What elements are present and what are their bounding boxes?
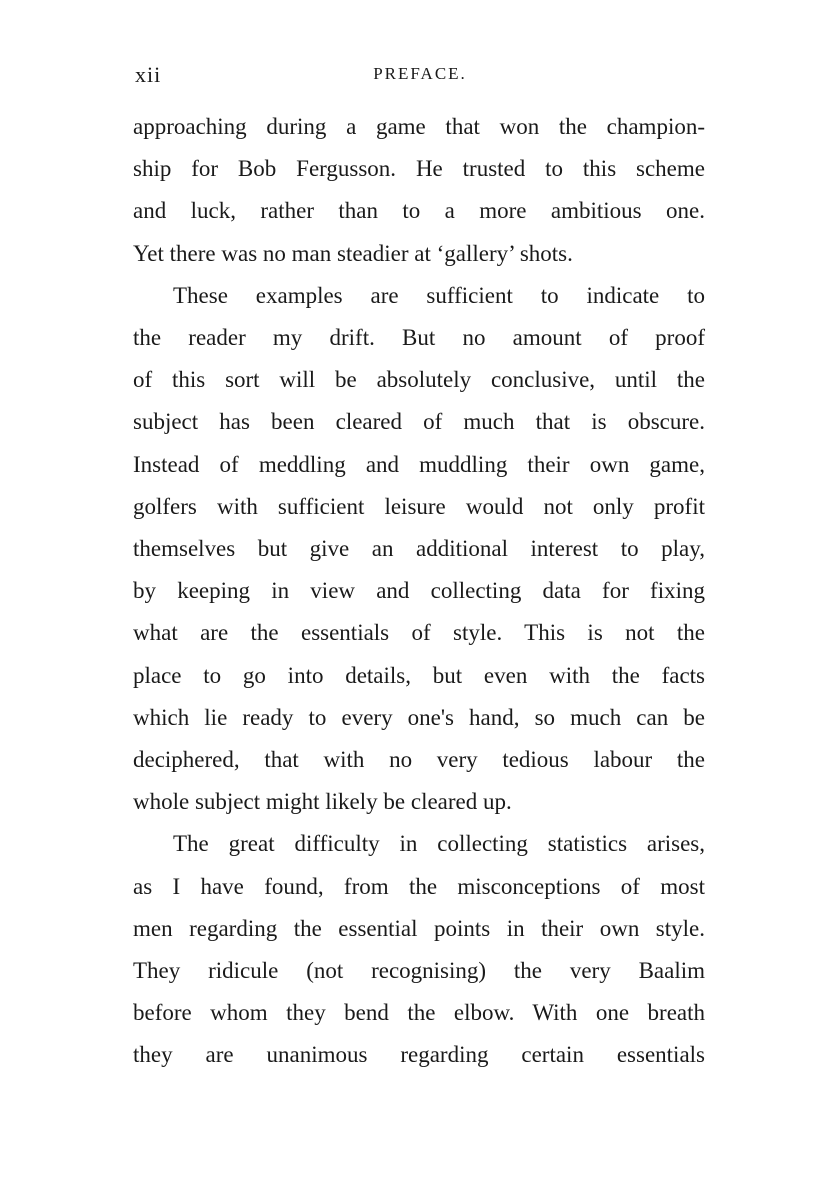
paragraph-3 (133, 823, 705, 1076)
text-line: golfers with sufficient leisure would not only profit (133, 493, 705, 519)
page-header (135, 62, 705, 92)
text-line: by keeping in view and collecting data for fixing (133, 578, 705, 604)
text-line: The great difficulty in collecting statistics arises, (173, 831, 705, 857)
text-line: of this sort will be absolutely conclusive, until the (133, 367, 705, 393)
text-line: which lie ready to every one's hand, so much can be (133, 704, 705, 730)
text-line: as I have found, from the misconceptions of most (133, 873, 705, 899)
text-line: Instead of meddling and muddling their own game, (133, 451, 705, 477)
text-line: These examples are sufficient to indicate to (173, 282, 705, 308)
body-text (133, 106, 705, 1077)
text-line: They ridicule (not recognising) the very Baalim (133, 958, 705, 984)
text-line: they are unanimous regarding certain essentials (133, 1042, 705, 1068)
page-number: xii (135, 62, 162, 87)
paragraph-2 (133, 275, 705, 824)
text-line: the reader my drift. But no amount of proof (133, 325, 705, 351)
text-line: whole subject might likely be cleared up. (133, 789, 512, 815)
text-line: before whom they bend the elbow. With one breath (133, 1000, 705, 1026)
text-line: men regarding the essential points in their own style. (133, 915, 705, 941)
text-line: what are the essentials of style. This is not the (133, 620, 705, 646)
text-line: themselves but give an additional interest to play, (133, 536, 705, 562)
text-line: and luck, rather than to a more ambitious one. (133, 198, 705, 224)
paragraph-1 (133, 106, 705, 275)
text-line: ship for Bob Fergusson. He trusted to this scheme (133, 156, 705, 182)
running-head: PREFACE. (373, 64, 467, 83)
text-line: Yet there was no man steadier at ‘gallery’ shots. (133, 240, 573, 266)
text-line: approaching during a game that won the champion- (133, 114, 705, 139)
text-line: subject has been cleared of much that is obscure. (133, 409, 705, 435)
text-line: deciphered, that with no very tedious labour the (133, 747, 705, 773)
text-line: place to go into details, but even with the facts (133, 662, 705, 688)
